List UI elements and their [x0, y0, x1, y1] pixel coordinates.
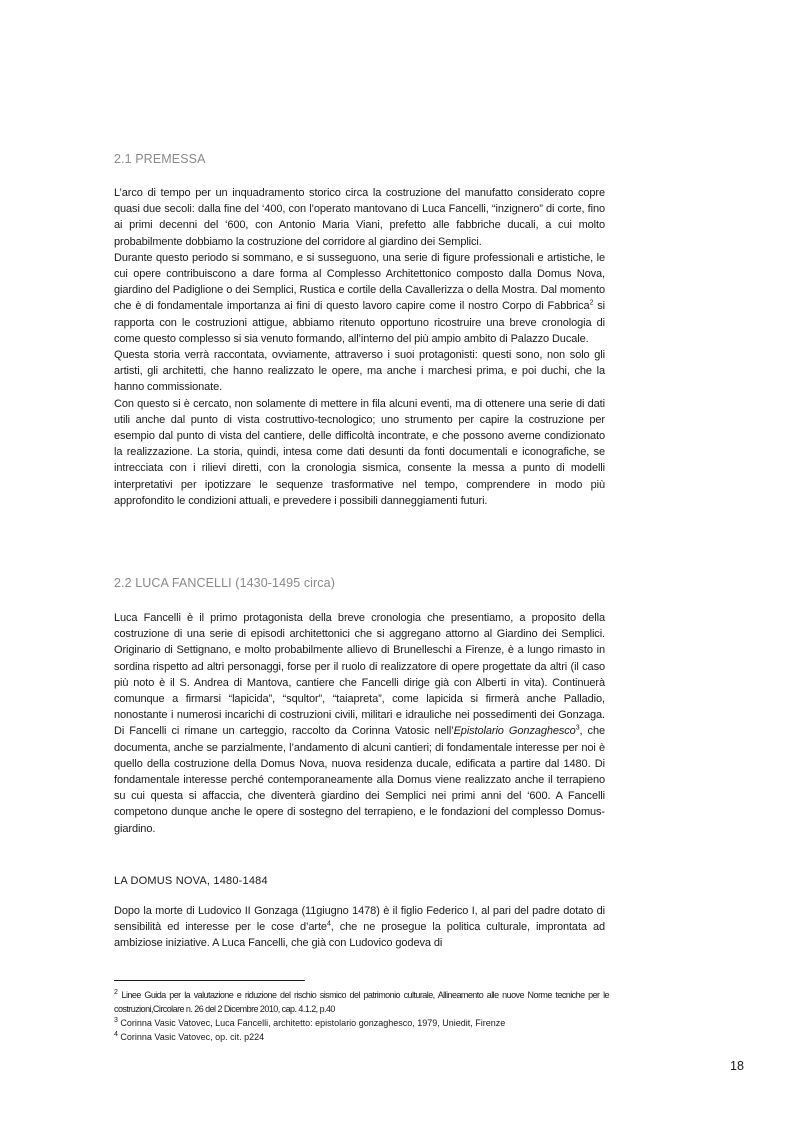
domus-nova-body — [114, 903, 605, 952]
footnote-3 — [114, 1017, 609, 1031]
premessa-paragraph-1: L’arco di tempo per un inquadramento storico circa la costruzione del manufatto considerato copre quasi due secoli: dalla fine del ‘400, con l’operato mantovano di Luca Fancelli, “inzignero” di corte, fino ai primi decenni del ‘600, con Antonio Maria Viani, prefetto alle fabbriche ducali, a cui molto probabilmente dobbiamo la costruzione del corridore al giardino dei Semplici. — [114, 187, 605, 248]
footnote-4-number: 4 — [114, 1031, 118, 1038]
premessa-paragraph-4: Con questo si è cercato, non solamente di mettere in fila alcuni eventi, ma di ottenere una serie di dati utili anche dal punto di vista costruttivo-tecnologico; uno strumento per capire la costruzione per esempio dal punto di vista del cantiere, delle difficoltà incontrate, e che possono averne condizionato la realizzazione. La storia, quindi, intesa come dati desunti da fonti documentali e iconografiche, se intrecciata con i rilievi diretti, con la cronologia sismica, consente la messa a punto di modelli interpretativi per ipotizzare le sequenze trasformative nel tempo, comprendere in modo più approfondito le condizioni attuali, e prevedere i possibili danneggiamenti futuri. — [114, 397, 605, 507]
premessa-body — [114, 185, 605, 509]
footnote-ref-2[interactable]: 2 — [589, 299, 594, 307]
domus-nova-paragraph-1 — [114, 903, 605, 952]
footnote-4-text: Corinna Vasic Vatovec, op. cit. p224 — [117, 1032, 265, 1042]
subsection-heading-domus-nova: LA DOMUS NOVA, 1480-1484 — [114, 875, 268, 887]
fancelli-paragraph-1 — [114, 610, 605, 837]
domus-nova-paragraph-1-cont: , che ne prosegue la politica culturale, improntata ad ambiziose iniziative. A Luca Fancelli, che già con Ludovico godeva di — [114, 921, 606, 950]
footnote-ref-3[interactable]: 3 — [575, 724, 580, 732]
footnote-separator — [114, 980, 305, 981]
domus-nova-paragraph-1-text: Dopo la morte di Ludovico II Gonzaga (11giugno 1478) è il figlio Federico I, al pari del padre dotato di sensibilità ed interesse per le cose d’arte — [114, 905, 605, 934]
footnote-ref-4[interactable]: 4 — [326, 920, 331, 928]
footnote-3-number: 3 — [114, 1017, 118, 1024]
footnote-2-number: 2 — [114, 989, 118, 996]
epistolario-title: Epistolario Gonzaghesco — [453, 725, 576, 738]
fancelli-paragraph-1-cont: , che documenta, anche se parzialmente, l’andamento di alcuni cantieri; di fondamentale interesse per noi è quello della costruzione della Domus Nova, nuova residenza ducale, edificata a partire dal 1480. Di fondamentale interesse perché contemporaneamente alla Domus viene realizzato anche il terrapieno su cui questa si affaccia, che diventerà giardino dei Semplici nei primi anni del ‘600. A Fancelli competono dunque anche le opere di sostegno del terrapieno, e le fondazioni del complesso Domus-giardino. — [114, 725, 605, 835]
fancelli-body — [114, 610, 605, 837]
premessa-paragraph-2-text: Durante questo periodo si sommano, e si susseguono, una serie di figure professionali e artistiche, le cui opere contribuiscono a dare forma al Complesso Architettonico composto dalla Domus Nova, giardino del Padiglione o dei Semplici, Rustica e cortile della Cavallerizza o della Mostra. Dal momento che è di fondamentale importanza ai fini di questo lavoro capire come il nostro Corpo di Fabbrica — [114, 251, 605, 313]
fancelli-paragraph-1-text: Luca Fancelli è il primo protagonista della breve cronologia che presentiamo, a proposito della costruzione di una serie di episodi architettonici che si aggregano attorno al Giardino dei Semplici. Originario di Settignano, e molto probabilmente allievo di Brunelleschi a Firenze, è a lungo rimasto in sordina rispetto ad altri personaggi, forse per il ruolo di realizzatore di opere progettate da altri (il caso più noto è il S. Andrea di Mantova, cantiere che Fancelli dirige già con Alberti in vita). Continuerà comunque a firmarsi “lapicida”, “squltor”, “taiapreta”, come lapicida si firmerà anche Palladio, nonostante i numerosi incarichi di costruzioni civili, militari e idrauliche nei possedimenti dei Gonzaga. Di Fancelli ci rimane un carteggio, raccolto da Corinna Vatosic nell’ — [114, 612, 605, 738]
premessa-paragraph-3: Questa storia verrà raccontata, ovviamente, attraverso i suoi protagonisti: questi sono, non solo gli artisti, gli architetti, che hanno realizzato le opere, ma anche i marchesi prima, e poi duchi, che la hanno commissionate. — [114, 349, 605, 394]
premessa-paragraph-2-cont: si rapporta con le costruzioni attigue, abbiamo ritenuto opportuno ricostruire una breve cronologia di come questo complesso si sia venuto formando, all’interno del più ampio ambito di Palazzo Ducale. — [114, 300, 606, 345]
footnote-2-text: Linee Guida per la valutazione e riduzione del rischio sismico del patrimonio culturale, Allineamento alle nuove Norme tecniche per le costruzioni,Circolare n. 26 del 2 Dicembre 2010, cap. 4.1.2, p.40 — [114, 990, 609, 1014]
section-heading-premessa: 2.1 PREMESSA — [114, 152, 206, 166]
footnote-3-text: Corinna Vasic Vatovec, Luca Fancelli, architetto: epistolario gonzaghesco, 1979, Uniedit, Firenze — [117, 1018, 506, 1028]
premessa-paragraph-2 — [114, 250, 605, 347]
footnote-2 — [114, 989, 609, 1016]
section-heading-fancelli: 2.2 LUCA FANCELLI (1430-1495 circa) — [114, 576, 335, 590]
footnote-4 — [114, 1031, 609, 1045]
page-number: 18 — [730, 1059, 744, 1073]
